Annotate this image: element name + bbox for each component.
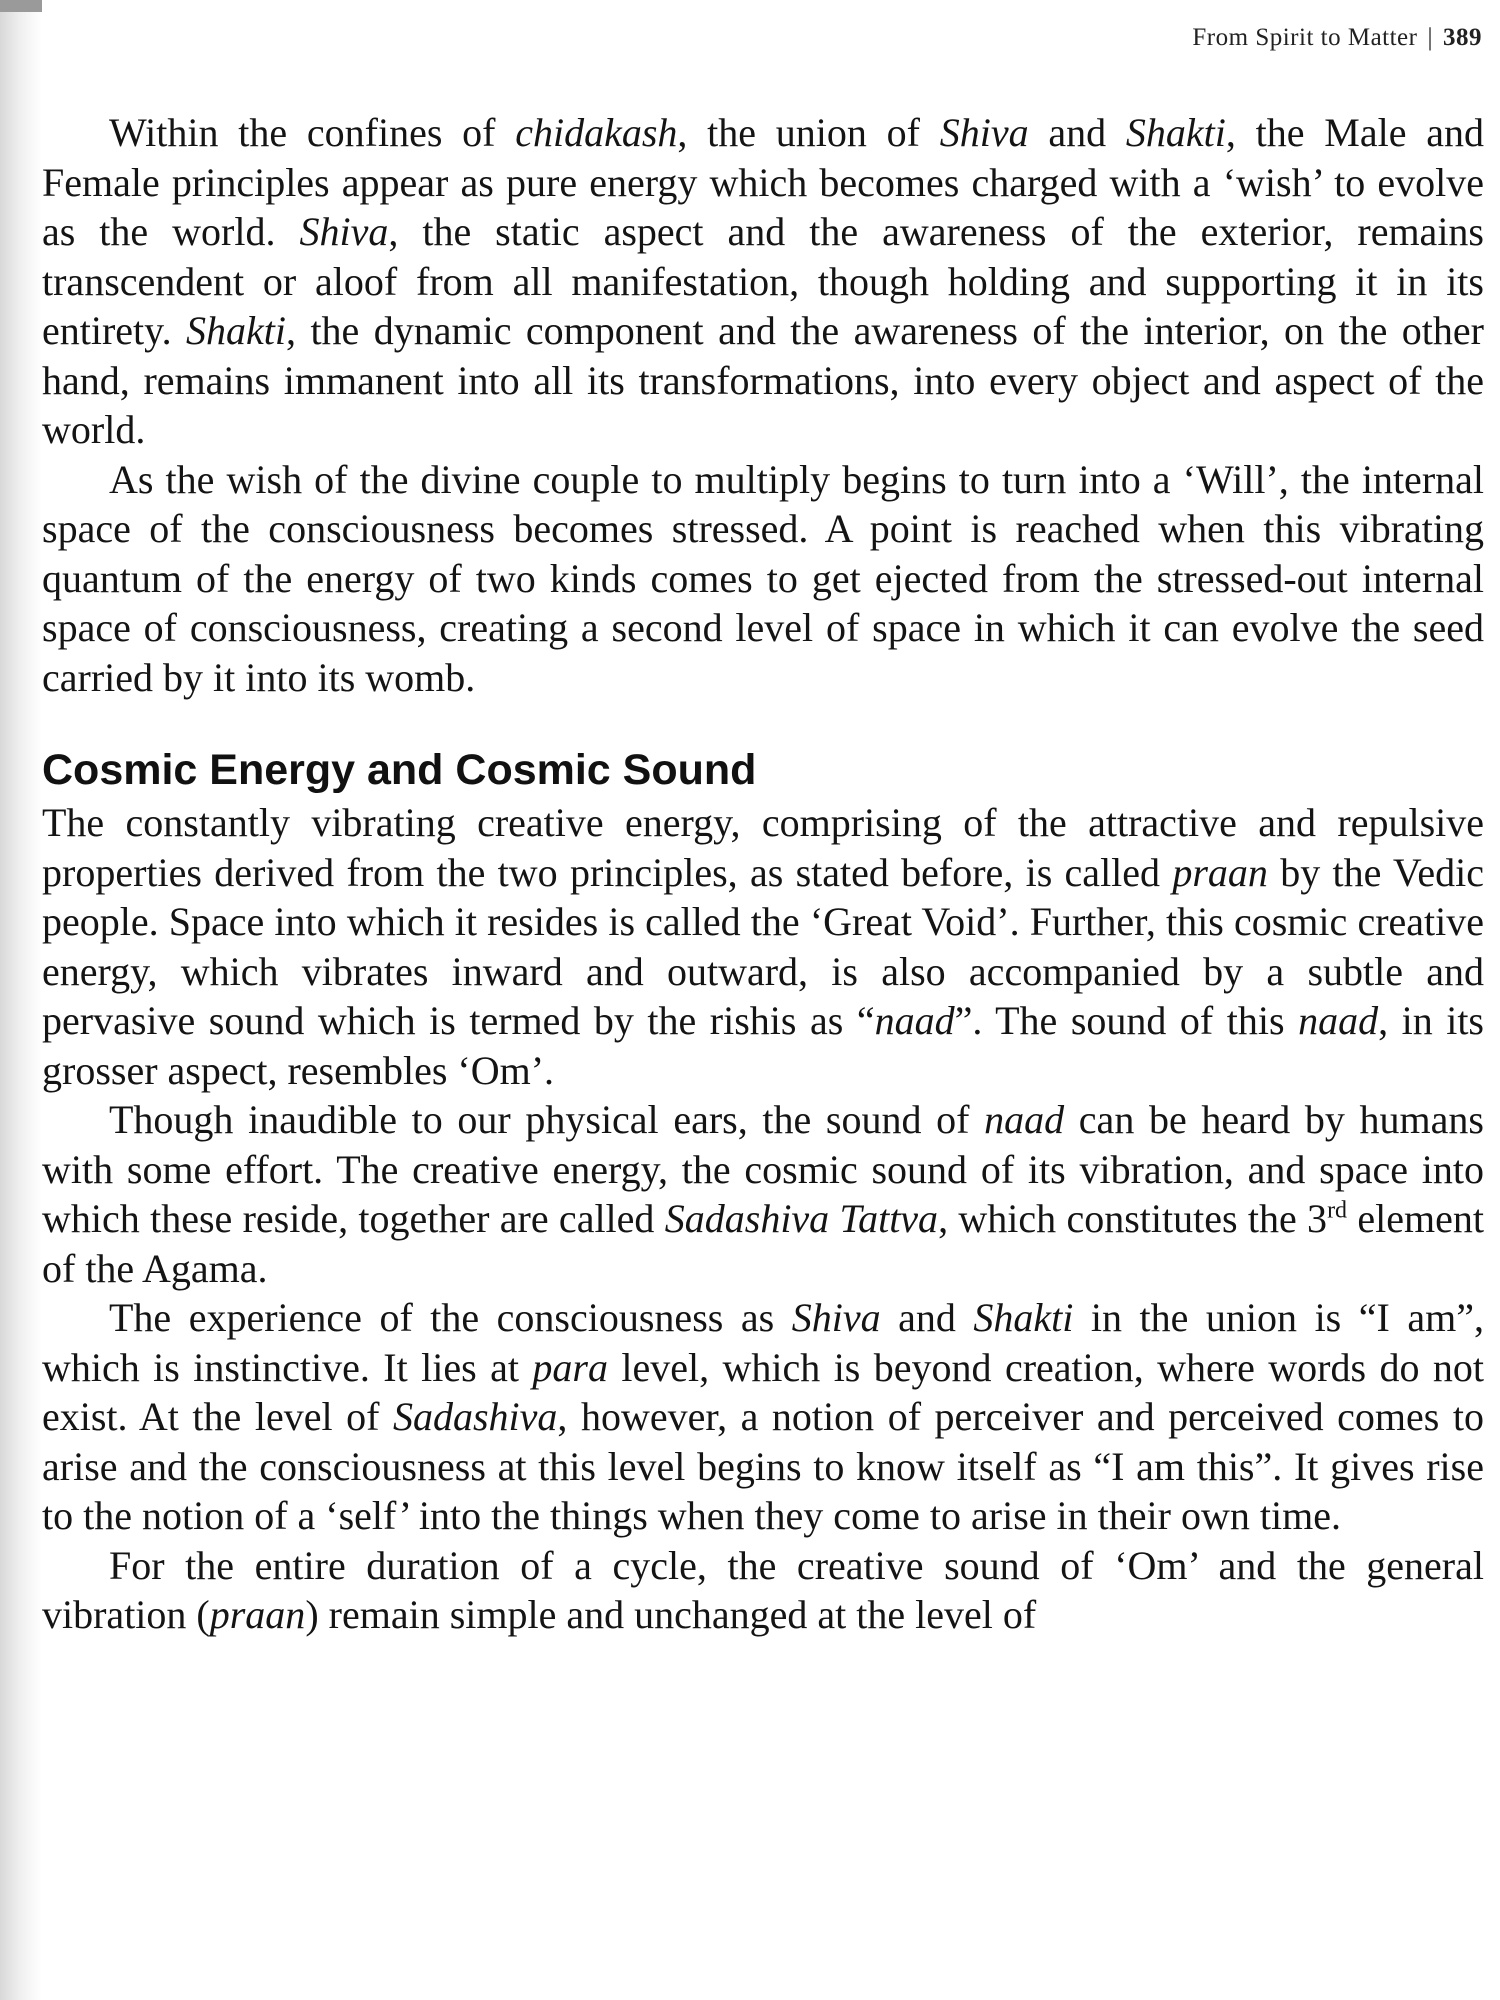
text-run: , which constitutes the 3 [938, 1196, 1328, 1241]
italic-term: Sadashiva [392, 1394, 558, 1439]
running-header [1192, 24, 1482, 52]
italic-term: Shiva [939, 110, 1029, 155]
italic-term: chidakash [515, 110, 678, 155]
italic-term: praan [209, 1592, 306, 1637]
page-number: 389 [1443, 24, 1482, 51]
text-run: and [880, 1295, 974, 1340]
text-run: , the static aspect and the awareness of the exterior, remains transcendent or aloof from all manifestation, though holding and supporting it in its entirety. [42, 209, 1484, 353]
italic-term: Shiva [299, 209, 389, 254]
text-run: For the entire duration of a cycle, the creative sound of ‘Om’ and the general vibration ( [42, 1542, 1484, 1637]
paragraph [42, 455, 1484, 703]
paragraph [42, 1293, 1484, 1541]
italic-term: Sadashiva Tattva [664, 1196, 939, 1241]
text-run: element of the Agama. [42, 1196, 1484, 1291]
text-run: The experience of the consciousness as [109, 1295, 792, 1340]
running-title: From Spirit to Matter [1192, 24, 1418, 51]
text-run: in the union is “I am”, which is instinctive. It lies at [42, 1295, 1484, 1390]
italic-term: naad [874, 998, 955, 1043]
italic-term: para [532, 1344, 608, 1390]
text-run: , however, a notion of perceiver and perceived comes to arise and the consciousness at this level begins to know itself as “I am this”. It gives rise to the notion of a ‘self’ into the things when they come to arise in their own time. [42, 1394, 1485, 1538]
text-run: by the Vedic people. Space into which it resides is called the ‘Great Void’. Further, this cosmic creative energy, which vibrates inward and outward, is also accompanied by a subtle and pervasive sound which is termed by the rishis as “ [42, 849, 1485, 1043]
ordinal-suffix: rd [1327, 1197, 1348, 1224]
text-run: , the Male and Female principles appear as pure energy which becomes charged with a ‘wish’ to evolve as the world. [42, 110, 1484, 254]
paragraph [42, 798, 1484, 1095]
page-gutter-corner [0, 0, 42, 12]
text-run: , in its grosser aspect, resembles ‘Om’. [42, 998, 1484, 1093]
italic-term: Shakti [1125, 110, 1226, 155]
paragraph [42, 1541, 1484, 1640]
italic-term: naad [984, 1097, 1065, 1142]
text-run: , the dynamic component and the awareness of the interior, on the other hand, remains immanent into all its transformations, into every object and aspect of the world. [42, 308, 1484, 452]
text-run: can be heard by humans with some effort. The creative energy, the cosmic sound of its vibration, and space into which these reside, together are called [42, 1097, 1484, 1241]
text-run: As the wish of the divine couple to multiply begins to turn into a ‘Will’, the internal space of the consciousness becomes stressed. A point is reached when this vibrating quantum of the energy of two kinds comes to get ejected from the stressed-out internal space of consciousness, creating a second level of space in which it can evolve the seed carried by it into its womb. [42, 456, 1484, 700]
text-run: Though inaudible to our physical ears, the sound of [109, 1097, 985, 1142]
text-run: ”. The sound of this [954, 998, 1299, 1043]
text-run: Within the confines of [109, 110, 516, 155]
page-body [42, 108, 1484, 1640]
italic-term: naad [1298, 998, 1379, 1043]
italic-term: Shakti [973, 1295, 1074, 1340]
paragraph [42, 1095, 1484, 1293]
section-heading: Cosmic Energy and Cosmic Sound [42, 746, 757, 794]
text-run: The constantly vibrating creative energy, comprising of the attractive and repulsive properties derived from the two principles, as stated before, is called [42, 800, 1484, 895]
italic-term: Shakti [186, 308, 286, 353]
paragraph [42, 108, 1484, 455]
italic-term: Shiva [791, 1295, 881, 1340]
text-run: , the union of [677, 110, 940, 155]
italic-term: praan [1172, 849, 1268, 895]
header-separator: | [1427, 24, 1433, 51]
text-run: ) remain simple and unchanged at the level of [305, 1592, 1037, 1637]
text-run: and [1028, 110, 1126, 155]
text-run: level, which is beyond creation, where words do not exist. At the level of [42, 1344, 1484, 1439]
page-gutter-edge [0, 0, 42, 2000]
